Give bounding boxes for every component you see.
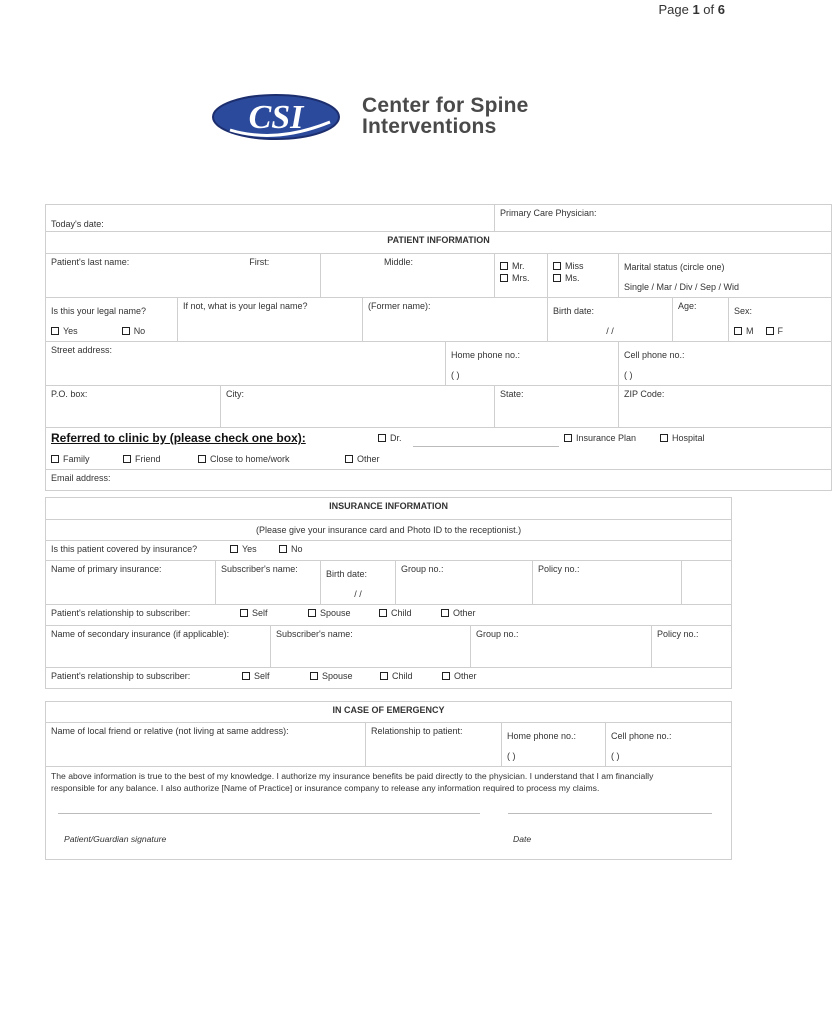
mr-label: Mr. <box>512 261 525 271</box>
ms-label: Ms. <box>565 273 580 283</box>
middle-name-label: Middle: <box>384 257 414 267</box>
rel-child-option[interactable] <box>380 671 413 681</box>
checkbox[interactable] <box>500 274 508 282</box>
rel-child-option[interactable] <box>379 608 412 618</box>
pcp-label: Primary Care Physician: <box>500 208 597 218</box>
date-slashes: / / <box>606 326 614 336</box>
group-no-label: Group no.: <box>476 629 519 639</box>
m-label: M <box>746 326 754 336</box>
insurance-title: INSURANCE INFORMATION <box>329 501 448 511</box>
referred-other-option[interactable] <box>345 454 380 464</box>
checkbox[interactable] <box>240 609 248 617</box>
logo-mark-text: CSI <box>248 99 304 136</box>
checkbox[interactable] <box>308 609 316 617</box>
logo-line-1: Center for Spine <box>362 94 529 117</box>
logo-wordmark <box>362 95 529 137</box>
todays-date-field[interactable] <box>46 205 495 232</box>
insurance-header <box>46 498 732 520</box>
other-label: Other <box>453 608 476 618</box>
patient-information-table <box>45 204 832 491</box>
checkbox[interactable] <box>379 609 387 617</box>
checkbox[interactable] <box>553 274 561 282</box>
insurance-note-text: (Please give your insurance card and Photo ID to the receptionist.) <box>255 525 522 535</box>
checkbox[interactable] <box>442 672 450 680</box>
no-label: No <box>133 326 146 336</box>
referred-close-option[interactable] <box>198 454 290 464</box>
relationship-label: Patient's relationship to subscriber: <box>51 671 191 681</box>
covered-no-option[interactable] <box>279 544 303 554</box>
statement-line-2: responsible for any balance. I also authorize [Name of Practice] or insurance company to release any information required to process my claims. <box>51 783 600 793</box>
logo-line-2: Interventions <box>362 115 497 138</box>
policy-no-field[interactable] <box>533 561 682 605</box>
group-no-field[interactable] <box>396 561 533 605</box>
marital-label: Marital status (circle one) <box>624 262 725 272</box>
cell-phone-field[interactable] <box>619 342 832 386</box>
rel-other-option[interactable] <box>442 671 477 681</box>
checkbox[interactable] <box>123 455 131 463</box>
home-phone-label: Home phone no.: <box>507 731 577 741</box>
spouse-label: Spouse <box>322 671 353 681</box>
pcp-field[interactable] <box>495 205 832 232</box>
todays-date-label: Today's date: <box>51 219 104 229</box>
signature-line[interactable] <box>58 813 480 814</box>
if-not-label: If not, what is your legal name? <box>183 301 308 311</box>
email-field[interactable] <box>46 470 832 491</box>
checkbox[interactable] <box>734 327 742 335</box>
secondary-insurance-label: Name of secondary insurance (if applicable): <box>51 629 230 639</box>
secondary-subscriber-field[interactable] <box>271 626 471 668</box>
no-label: No <box>291 544 303 554</box>
secondary-group-field[interactable] <box>471 626 652 668</box>
policy-no-label: Policy no.: <box>657 629 699 639</box>
checkbox[interactable] <box>198 455 206 463</box>
title-miss-ms[interactable] <box>548 254 619 298</box>
zip-label: ZIP Code: <box>624 389 665 399</box>
title-mr-mrs[interactable] <box>495 254 548 298</box>
city-field[interactable] <box>221 386 495 428</box>
csi-logo-mark <box>210 92 345 142</box>
group-no-label: Group no.: <box>401 564 444 574</box>
street-address-field[interactable] <box>46 342 446 386</box>
checkbox[interactable] <box>660 434 668 442</box>
home-phone-field[interactable] <box>446 342 619 386</box>
insurance-note <box>46 520 732 541</box>
patient-info-header <box>46 232 832 254</box>
sex-field[interactable] <box>729 298 832 342</box>
secondary-relationship-row <box>46 668 732 689</box>
cell-phone-label: Cell phone no.: <box>624 350 685 360</box>
state-label: State: <box>500 389 524 399</box>
covered-yes-option[interactable] <box>230 544 257 554</box>
friend-label: Friend <box>135 454 161 464</box>
emergency-relationship-field[interactable] <box>366 723 502 767</box>
subscriber-name-field[interactable] <box>216 561 321 605</box>
birth-date-label: Birth date: <box>326 569 368 579</box>
middle-name-field[interactable] <box>321 254 495 298</box>
referred-by-row <box>46 428 832 470</box>
checkbox[interactable] <box>51 455 59 463</box>
checkbox[interactable] <box>230 545 238 553</box>
rel-spouse-option[interactable] <box>308 608 351 618</box>
birth-date-field[interactable] <box>548 298 673 342</box>
sex-label: Sex: <box>734 306 753 316</box>
rel-spouse-option[interactable] <box>310 671 353 681</box>
empty-cell <box>682 561 732 605</box>
last-name-field[interactable] <box>46 254 321 298</box>
street-address-label: Street address: <box>51 345 113 355</box>
marital-status-field[interactable] <box>619 254 832 298</box>
other-label: Other <box>357 454 380 464</box>
authorization-statement <box>46 767 732 860</box>
checkbox[interactable] <box>310 672 318 680</box>
primary-insurance-label: Name of primary insurance: <box>51 564 162 574</box>
checkbox[interactable] <box>500 262 508 270</box>
legal-name-label: Is this your legal name? <box>51 306 147 316</box>
birth-date-label: Birth date: <box>553 306 595 316</box>
mrs-label: Mrs. <box>512 273 530 283</box>
referred-heading: Referred to clinic by (please check one box): <box>51 431 306 445</box>
referred-friend-option[interactable] <box>123 454 161 464</box>
referred-dr-option[interactable] <box>378 433 402 443</box>
phone-paren: ( ) <box>624 370 633 380</box>
referred-hospital-option[interactable] <box>660 433 705 443</box>
f-label: F <box>777 326 784 336</box>
age-label: Age: <box>678 301 697 311</box>
covered-label: Is this patient covered by insurance? <box>51 544 198 554</box>
subscriber-label: Subscriber's name: <box>276 629 353 639</box>
emergency-header <box>46 702 732 723</box>
child-label: Child <box>391 608 412 618</box>
former-name-label: (Former name): <box>368 301 431 311</box>
page-of: of <box>703 2 715 17</box>
phone-paren: ( ) <box>611 751 620 761</box>
referred-insurance-option[interactable] <box>564 433 636 443</box>
other-label: Other <box>454 671 477 681</box>
legal-name-field[interactable] <box>46 298 178 342</box>
policy-no-label: Policy no.: <box>538 564 580 574</box>
po-box-field[interactable] <box>46 386 221 428</box>
age-field[interactable] <box>673 298 729 342</box>
primary-relationship-row <box>46 605 732 626</box>
checkbox[interactable] <box>279 545 287 553</box>
phone-paren: ( ) <box>451 370 460 380</box>
checkbox[interactable] <box>564 434 572 442</box>
checkbox[interactable] <box>441 609 449 617</box>
checkbox[interactable] <box>380 672 388 680</box>
miss-label: Miss <box>565 261 584 271</box>
checkbox[interactable] <box>553 262 561 270</box>
former-name-field[interactable] <box>363 298 548 342</box>
emergency-contact-field[interactable] <box>46 723 366 767</box>
page-current: 1 <box>692 2 700 17</box>
city-label: City: <box>226 389 244 399</box>
last-name-label: Patient's last name: <box>51 257 130 267</box>
subscriber-birth-field[interactable] <box>321 561 396 605</box>
marital-options: Single / Mar / Div / Sep / Wid <box>624 282 740 292</box>
date-label: Date <box>513 834 532 844</box>
checkbox[interactable] <box>766 327 774 335</box>
child-label: Child <box>392 671 413 681</box>
emergency-table <box>45 701 732 860</box>
date-line[interactable] <box>508 813 712 814</box>
dr-name-line[interactable] <box>413 446 559 447</box>
po-box-label: P.O. box: <box>51 389 88 399</box>
if-not-legal-name-field[interactable] <box>178 298 363 342</box>
page-indicator <box>658 2 725 17</box>
first-name-label: First: <box>249 257 270 267</box>
phone-paren: ( ) <box>507 751 516 761</box>
subscriber-label: Subscriber's name: <box>221 564 298 574</box>
hospital-label: Hospital <box>672 433 705 443</box>
covered-row <box>46 541 732 561</box>
secondary-insurance-field[interactable] <box>46 626 271 668</box>
emergency-cell-phone-field[interactable] <box>606 723 732 767</box>
cell-phone-label: Cell phone no.: <box>611 731 672 741</box>
rel-other-option[interactable] <box>441 608 476 618</box>
checkbox[interactable] <box>242 672 250 680</box>
patient-info-title: PATIENT INFORMATION <box>387 235 490 245</box>
relationship-label: Patient's relationship to subscriber: <box>51 608 191 618</box>
email-label: Email address: <box>51 473 111 483</box>
page-label: Page <box>658 2 689 17</box>
primary-insurance-field[interactable] <box>46 561 216 605</box>
checkbox[interactable] <box>345 455 353 463</box>
signature-label: Patient/Guardian signature <box>64 834 167 844</box>
dr-label: Dr. <box>390 433 402 443</box>
home-phone-label: Home phone no.: <box>451 350 521 360</box>
emergency-relationship-label: Relationship to patient: <box>371 726 463 736</box>
emergency-home-phone-field[interactable] <box>502 723 606 767</box>
zip-field[interactable] <box>619 386 832 428</box>
emergency-title: IN CASE OF EMERGENCY <box>332 705 445 715</box>
page-total: 6 <box>717 2 725 17</box>
emergency-contact-label: Name of local friend or relative (not living at same address): <box>51 726 289 736</box>
date-slashes: / / <box>354 589 362 599</box>
rel-self-option[interactable] <box>242 671 270 681</box>
checkbox[interactable] <box>51 327 59 335</box>
family-label: Family <box>63 454 90 464</box>
secondary-policy-field[interactable] <box>652 626 732 668</box>
statement-line-1: The above information is true to the best of my knowledge. I authorize my insurance benefits be paid directly to the physician. I understand that I am financially <box>51 771 654 781</box>
checkbox[interactable] <box>122 327 130 335</box>
yes-label: Yes <box>242 544 257 554</box>
close-label: Close to home/work <box>210 454 290 464</box>
yes-label: Yes <box>63 326 78 336</box>
referred-family-option[interactable] <box>51 454 90 464</box>
spouse-label: Spouse <box>320 608 351 618</box>
self-label: Self <box>252 608 268 618</box>
self-label: Self <box>254 671 270 681</box>
insurance-information-table <box>45 497 732 689</box>
checkbox[interactable] <box>378 434 386 442</box>
rel-self-option[interactable] <box>240 608 268 618</box>
state-field[interactable] <box>495 386 619 428</box>
insurance-plan-label: Insurance Plan <box>576 433 637 443</box>
